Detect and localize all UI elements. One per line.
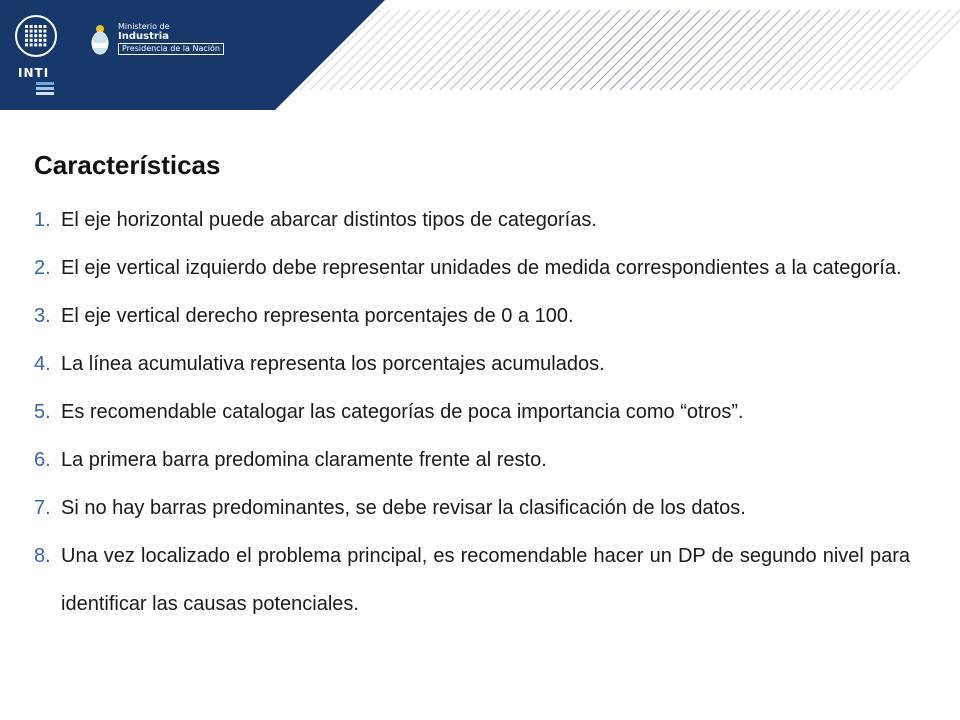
list-item-text: El eje vertical derecho representa porcentajes de 0 a 100.	[61, 305, 574, 327]
national-seal-icon	[90, 22, 110, 56]
list-item-number: 1.	[34, 209, 51, 231]
header-background	[0, 0, 960, 110]
list-item	[34, 340, 910, 388]
list-item	[34, 244, 910, 292]
inti-logo	[14, 14, 66, 94]
characteristics-list	[34, 196, 910, 628]
list-item	[34, 532, 910, 628]
list-item-text: El eje horizontal puede abarcar distintos tipos de categorías.	[61, 209, 597, 231]
list-item-text: El eje vertical izquierdo debe representar unidades de medida correspondientes a la categoría.	[61, 257, 902, 279]
page-title: Características	[34, 150, 221, 180]
list-item-number: 4.	[34, 353, 51, 375]
list-item-text: Una vez localizado el problema principal, es recomendable hacer un DP de segundo nivel para identificar las causas potenciales.	[61, 545, 910, 615]
list-item	[34, 388, 910, 436]
list-item-number: 5.	[34, 401, 51, 423]
ministry-line-2: Industria	[118, 31, 169, 42]
list-item-number: 8.	[34, 545, 51, 567]
list-item-text: La línea acumulativa representa los porcentajes acumulados.	[61, 353, 605, 375]
list-item-number: 3.	[34, 305, 51, 327]
inti-emblem-icon	[14, 14, 58, 60]
list-item-text: Si no hay barras predominantes, se debe revisar la clasificación de los datos.	[61, 497, 746, 519]
header-banner	[0, 0, 960, 110]
list-item	[34, 196, 910, 244]
list-item-text: La primera barra predomina claramente frente al resto.	[61, 449, 547, 471]
list-item	[34, 436, 910, 484]
list-item	[34, 292, 910, 340]
inti-logo-text: INTI	[18, 66, 50, 80]
list-item	[34, 484, 910, 532]
ministry-line-1: Ministerio de	[118, 22, 170, 31]
list-item-number: 2.	[34, 257, 51, 279]
inti-logo-bars-icon	[36, 82, 56, 96]
list-item-text: Es recomendable catalogar las categorías de poca importancia como “otros”.	[61, 401, 744, 423]
ministry-line-3: Presidencia de la Nación	[118, 43, 224, 55]
diagonal-stripes-decoration	[300, 10, 960, 90]
list-item-number: 6.	[34, 449, 51, 471]
list-item-number: 7.	[34, 497, 51, 519]
